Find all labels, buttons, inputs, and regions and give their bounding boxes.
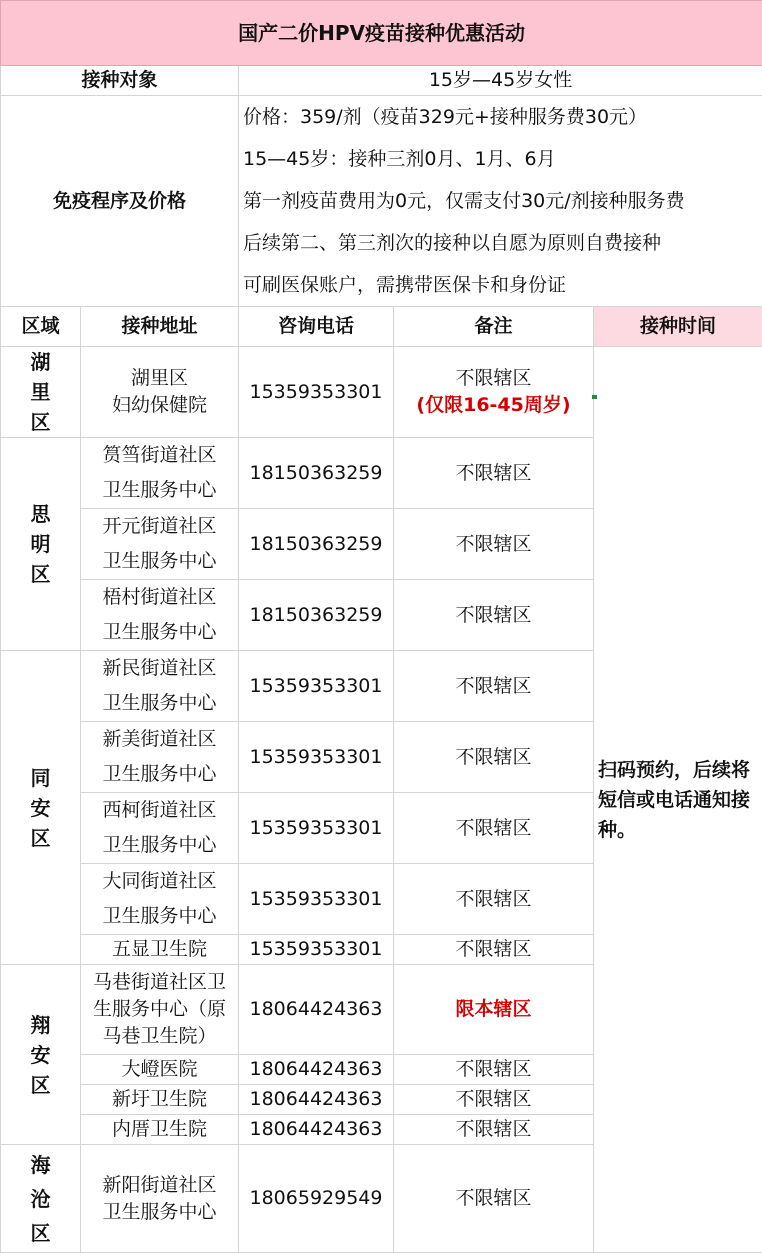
program-line: 价格：359/剂（疫苗329元+接种服务费30元） xyxy=(239,96,762,138)
site-note: 不限辖区 xyxy=(394,722,594,793)
site-note: 不限辖区 xyxy=(394,1085,594,1115)
program-details xyxy=(239,96,762,307)
region-name: 湖 里 区 xyxy=(1,347,81,438)
site-address: 湖里区 妇幼保健院 xyxy=(81,347,239,438)
header-time: 接种时间 xyxy=(594,307,762,347)
target-value: 15岁—45岁女性 xyxy=(239,66,762,96)
vaccination-time: 扫码预约，后续将短信或电话通知接种。 xyxy=(594,347,762,1253)
site-address: 大嶝医院 xyxy=(81,1055,239,1085)
program-label: 免疫程序及价格 xyxy=(1,96,239,307)
program-line: 可刷医保账户，需携带医保卡和身份证 xyxy=(239,264,762,306)
site-address: 西柯街道社区 卫生服务中心 xyxy=(81,793,239,864)
header-phone: 咨询电话 xyxy=(239,307,394,347)
site-address: 马巷街道社区卫 生服务中心（原 马巷卫生院） xyxy=(81,965,239,1055)
target-label: 接种对象 xyxy=(1,66,239,96)
site-address: 新阳街道社区 卫生服务中心 xyxy=(81,1145,239,1253)
site-note: 不限辖区 xyxy=(394,793,594,864)
site-phone: 18064424363 xyxy=(239,1055,394,1085)
site-phone: 15359353301 xyxy=(239,651,394,722)
cell-comment-marker xyxy=(592,395,597,399)
table-row xyxy=(1,347,762,438)
site-phone: 18065929549 xyxy=(239,1145,394,1253)
site-note: 不限辖区 xyxy=(394,438,594,509)
age-restriction-note: (仅限16-45周岁) xyxy=(394,392,593,419)
site-note: 限本辖区 xyxy=(394,965,594,1055)
site-note: 不限辖区 xyxy=(394,509,594,580)
site-note: 不限辖区 xyxy=(394,1115,594,1145)
site-note: 不限辖区 (仅限16-45周岁) xyxy=(394,347,594,438)
site-address: 梧村街道社区 卫生服务中心 xyxy=(81,580,239,651)
site-note: 不限辖区 xyxy=(394,580,594,651)
region-name: 思 明 区 xyxy=(1,438,81,651)
site-address: 大同街道社区 卫生服务中心 xyxy=(81,864,239,935)
site-address: 内厝卫生院 xyxy=(81,1115,239,1145)
header-region: 区域 xyxy=(1,307,81,347)
site-address: 新民街道社区 卫生服务中心 xyxy=(81,651,239,722)
site-phone: 18150363259 xyxy=(239,580,394,651)
site-phone: 18150363259 xyxy=(239,509,394,580)
program-line: 15—45岁：接种三剂0月、1月、6月 xyxy=(239,138,762,180)
region-name: 海 沧 区 xyxy=(1,1145,81,1253)
site-note: 不限辖区 xyxy=(394,651,594,722)
site-phone: 15359353301 xyxy=(239,347,394,438)
site-phone: 15359353301 xyxy=(239,722,394,793)
site-phone: 18064424363 xyxy=(239,1115,394,1145)
site-phone: 15359353301 xyxy=(239,935,394,965)
page-title: 国产二价HPV疫苗接种优惠活动 xyxy=(1,1,762,66)
site-phone: 15359353301 xyxy=(239,864,394,935)
site-note: 不限辖区 xyxy=(394,1055,594,1085)
header-note: 备注 xyxy=(394,307,594,347)
region-name: 同 安 区 xyxy=(1,651,81,965)
site-address: 筼筜街道社区 卫生服务中心 xyxy=(81,438,239,509)
program-line: 第一剂疫苗费用为0元，仅需支付30元/剂接种服务费 xyxy=(239,180,762,222)
program-line: 后续第二、第三剂次的接种以自愿为原则自费接种 xyxy=(239,222,762,264)
site-address: 新圩卫生院 xyxy=(81,1085,239,1115)
site-note: 不限辖区 xyxy=(394,864,594,935)
site-address: 五显卫生院 xyxy=(81,935,239,965)
region-name: 翔 安 区 xyxy=(1,965,81,1145)
site-phone: 18150363259 xyxy=(239,438,394,509)
header-address: 接种地址 xyxy=(81,307,239,347)
site-phone: 15359353301 xyxy=(239,793,394,864)
site-note: 不限辖区 xyxy=(394,1145,594,1253)
site-address: 新美街道社区 卫生服务中心 xyxy=(81,722,239,793)
site-phone: 18064424363 xyxy=(239,965,394,1055)
site-address: 开元街道社区 卫生服务中心 xyxy=(81,509,239,580)
site-phone: 18064424363 xyxy=(239,1085,394,1115)
site-note: 不限辖区 xyxy=(394,935,594,965)
